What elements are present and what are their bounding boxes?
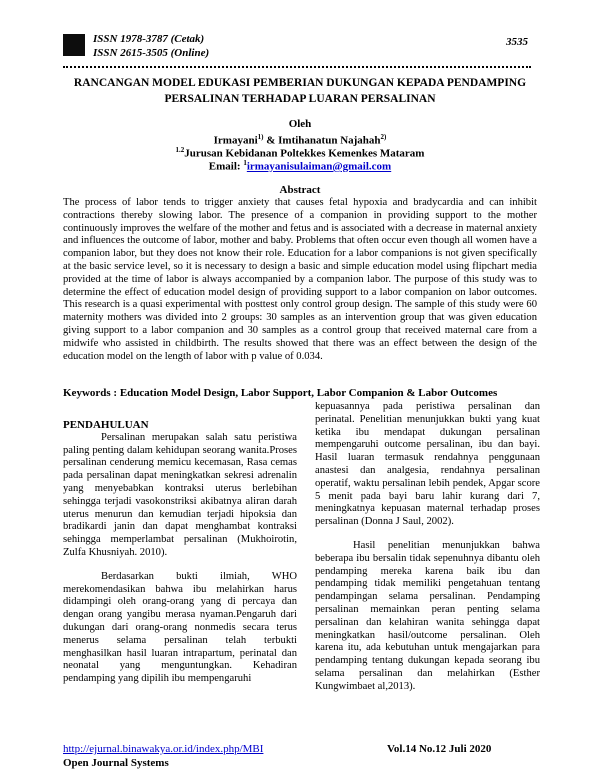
abstract-text: The process of labor tends to trigger anxiety that causes fetal hypoxia and bradycardia and can inhibit contractions thereby slowing labor. The presence of a companion in providing support to the mother continuously improves the welfare of the mother and fetus and is associated with a decrease in maternal anxiety and influences the outcome of labor, mother and baby. Problems that often occur even though all women have a companion labor, but they does not know their role. Education for a labor companions is not given specifically at the basic service level, so it is necessary to design a basic and simple education model using flipchart media provided at the time of labor is always accompanied by a companion labor. The purpose of this study was to determine the effect of education model design of providing support to a labor companion on labor outcomes. This research is a quasi experimental with posttest only control group design. The sample of this study were 60 maternity mothers was divided into 2 groups: 30 samples as an intervention group that was given education giving support to a labor companion and 30 samples as a control group that received maternal care from a midwife who assisted in childbirth. The results showed that there was an effect between the design of the education model on the length of labor with p value of 0.034. — [63, 197, 537, 362]
email-label: Email: — [208, 160, 244, 173]
right-paragraph: kepuasannya pada peristiwa persalinan dan perinatal. Penelitian menunjukkan bukti yang kuat ketika ibu mendapat dukungan persalinan mempengaruhi outcome persalinan, ibu dan bayi. Hasil luaran termasuk rendahnya penggunaan anastesi dan analgesia, rendahnya persalinan operatif, waktu persalinan lebih pendek, Apgar score 5 menit pada bayi baru lahir kurang dari 7, meningkatnya kepuasan maternal terhadap proses persalinan (Donna J Saul, 2002). — [315, 401, 540, 528]
by-label: Oleh — [288, 118, 312, 130]
journal-url-link[interactable]: http://ejurnal.binawakya.or.id/index.php/MBI — [63, 743, 264, 755]
abstract-heading: Abstract — [279, 184, 321, 196]
keywords: Keywords : Education Model Design, Labor Support, Labor Companion & Labor Outcomes — [63, 387, 498, 399]
email-line — [50, 157, 550, 174]
affiliation-text: Jurusan Kebidanan Poltekkes Kemenkes Mataram — [184, 147, 425, 160]
article-title-line1: RANCANGAN MODEL EDUKASI PEMBERIAN DUKUNGAN KEPADA PENDAMPING — [73, 77, 527, 89]
open-journal-systems-label: Open Journal Systems — [63, 757, 169, 769]
volume-info: Vol.14 No.12 Juli 2020 — [387, 743, 492, 755]
section-heading: PENDAHULUAN — [63, 419, 149, 431]
header-divider — [63, 66, 531, 68]
issn-online: ISSN 2615-3505 (Online) — [93, 47, 210, 59]
email-sup: 1 — [243, 159, 247, 167]
right-column — [315, 401, 540, 694]
issn-print: ISSN 1978-3787 (Cetak) — [93, 33, 205, 45]
author1-sup: 1) — [257, 133, 264, 141]
author1: Irmayani — [213, 134, 258, 147]
email-link[interactable]: irmayanisulaiman@gmail.com — [246, 160, 392, 173]
author-separator: & — [263, 134, 279, 147]
page-number: 3535 — [506, 36, 528, 48]
affiliation-sup: 1.2 — [175, 146, 185, 154]
journal-logo — [63, 34, 85, 56]
author2-sup: 2) — [380, 133, 387, 141]
author2: Imtihanatun Najahah — [278, 134, 381, 147]
left-paragraph: Persalinan merupakan salah satu peristiwa paling penting dalam kehidupan seorang wanita.Proses persalinan cenderung memicu kecemasan, Rasa cemas pada persalinan dapat meningkatkan sekresi adrenalin yang menyebabkan kontraksi uterus berlebihan sehingga terjadi vasokonstriksi akibatnya aliran darah uterus menurun dan kemudian terjadi hipoksia dan bradikardi janin dan dapat menghambat kontraksi sehingga memperlambat persalinan (Mukhoirotin, Zulfa Khusniyah. 2010). — [63, 431, 297, 558]
right-paragraph: Hasil penelitian menunjukkan bahwa beberapa ibu bersalin tidak sepenuhnya dibantu oleh pendamping mereka karena baik ibu dan pendamping tidak memiliki pengetahuan tentang pendampingan selama persalinan. Pendamping persalinan memainkan peran penting selama persalinan dan kelahiran wanita sehingga dapat meningkatkan hasil/outcome persalinan. Oleh karena itu, ada kebutuhan untuk mengajarkan para pendamping tentang dukungan kepada seorang ibu selama persalinan dan melahirkan (Esther Kungwimbaet al,2013). — [315, 539, 540, 692]
article-title-line2: PERSALINAN TERHADAP LUARAN PERSALINAN — [164, 93, 436, 105]
left-column — [63, 419, 297, 686]
left-paragraph: Berdasarkan bukti ilmiah, WHO merekomendasikan bahwa ibu melahirkan harus didampingi oleh orang-orang yang di percaya dan dengan orang yangibu merasa nyaman.Pengaruh dari dukungan dari orang-orang nonmedis secara terus menerus selama persalinan telah terbukti menghasilkan hasil luaran intrapartum, perinatal dan neonatal yang menguntungkan. Kehadiran pendamping yang dipilih ibu mempengaruhi — [63, 570, 297, 685]
